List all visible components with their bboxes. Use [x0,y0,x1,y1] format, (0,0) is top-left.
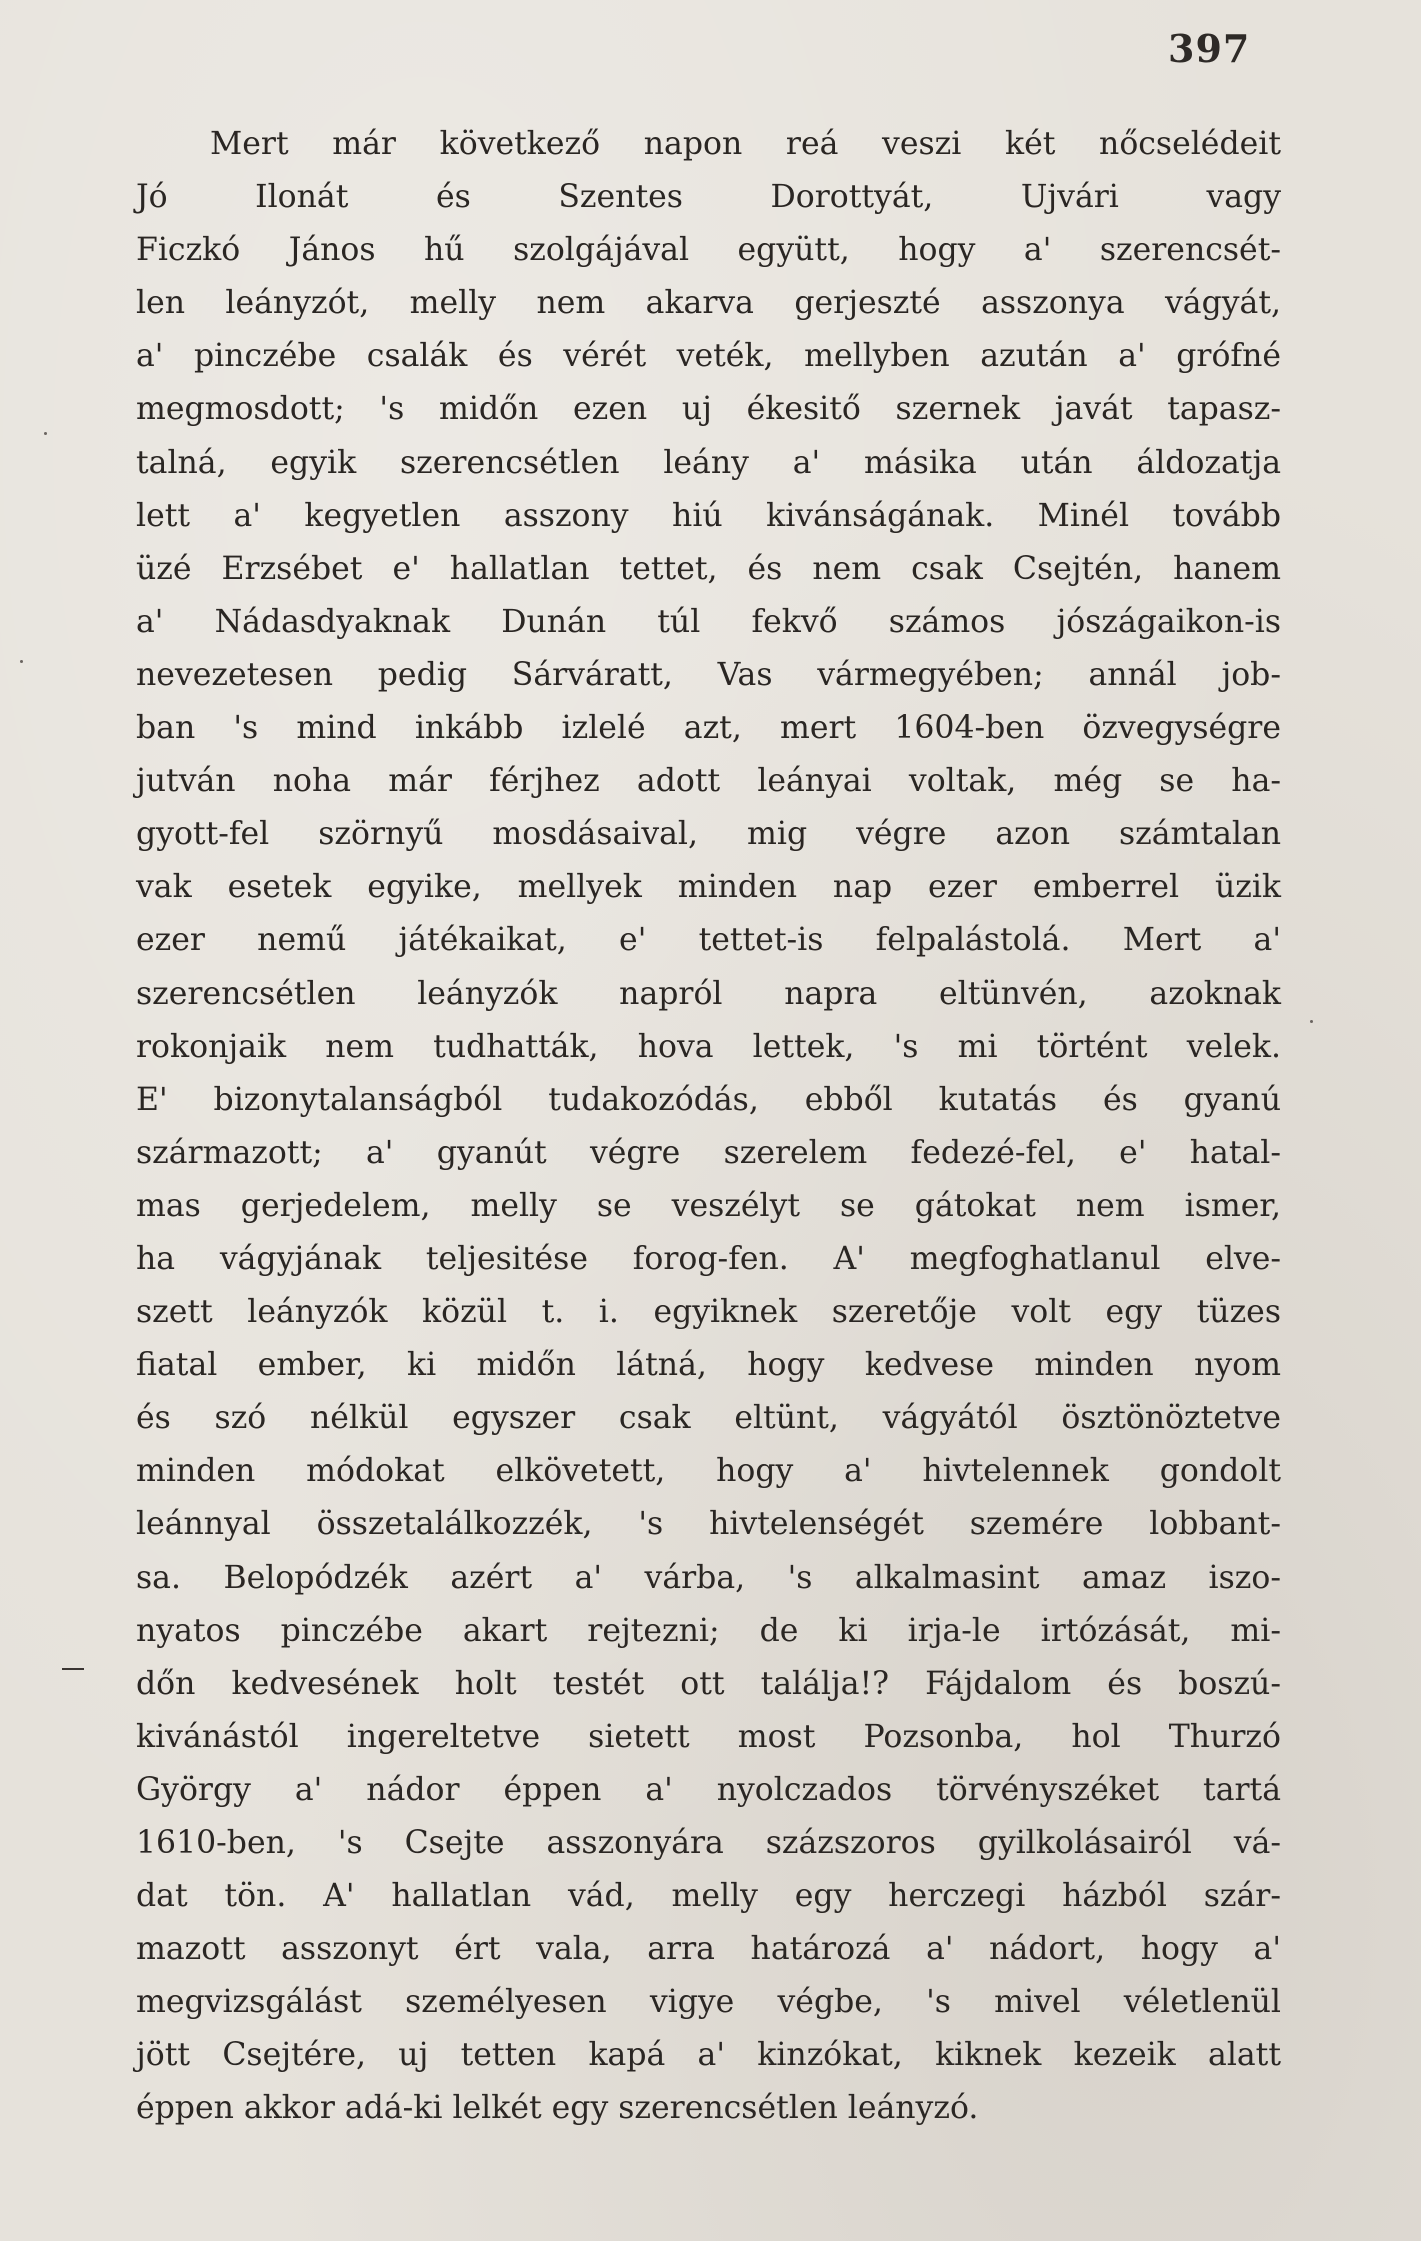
text-line: dat tön. A' hallatlan vád, melly egy herczegi házból szár- [136,1878,1281,1915]
text-line: üzé Erzsébet e' hallatlan tettet, és nem csak Csejtén, hanem [136,550,1281,587]
text-line: származott; a' gyanút végre szerelem fedezé-fel, e' hatal- [136,1134,1281,1171]
text-line: nevezetesen pedig Sárváratt, Vas vármegyében; annál job- [136,656,1281,693]
text-line: dőn kedvesének holt testét ott találja!? Fájdalom és boszú- [136,1665,1281,1702]
margin-speck [44,432,47,435]
text-line: megmosdott; 's midőn ezen uj ékesitő szernek javát tapasz- [136,391,1281,428]
text-line: minden módokat elkövetett, hogy a' hivtelennek gondolt [136,1453,1281,1490]
text-line: éppen akkor adá-ki lelkét egy szerencsétlen leányzó. [136,2090,979,2127]
text-line: megvizsgálást személyesen vigye végbe, 's mivel véletlenül [136,1984,1281,2021]
text-line: lett a' kegyetlen asszony hiú kivánságának. Minél tovább [136,497,1281,534]
text-line: jött Csejtére, uj tetten kapá a' kinzókat, kiknek kezeik alatt [136,2037,1281,2074]
text-line: 1610-ben, 's Csejte asszonyára százszoros gyilkolásairól vá- [136,1825,1281,1861]
text-line: ezer nemű játékaikat, e' tettet-is felpalástolá. Mert a' [136,922,1281,959]
text-line: ha vágyjának teljesitése forog-fen. A' megfoghatlanul elve- [136,1240,1281,1277]
text-line: jutván noha már férjhez adott leányai voltak, még se ha- [136,763,1281,800]
text-line: rokonjaik nem tudhatták, hova lettek, 's mi történt velek. [136,1028,1281,1065]
text-line: fiatal ember, ki midőn látná, hogy kedvese minden nyom [136,1347,1281,1384]
text-line: nyatos pinczébe akart rejtezni; de ki irja-le irtózását, mi- [136,1612,1281,1649]
text-line: mas gerjedelem, melly se veszélyt se gátokat nem ismer, [136,1187,1281,1224]
text-line: György a' nádor éppen a' nyolczados törvényszéket tartá [136,1771,1281,1808]
page-number: 397 [1168,26,1251,71]
text-line: vak esetek egyike, mellyek minden nap ezer emberrel üzik [136,869,1281,906]
text-line: talná, egyik szerencsétlen leány a' másika után áldozatja [136,444,1281,481]
text-line: szett leányzók közül t. i. egyiknek szeretője volt egy tüzes [136,1294,1281,1331]
text-line: gyott-fel szörnyű mosdásaival, mig végre azon számtalan [136,816,1281,853]
text-line: Jó Ilonát és Szentes Dorottyát, Ujvári vagy [136,179,1281,216]
body-text [136,118,1281,2136]
margin-dash-mark [62,1668,84,1670]
text-line: len leányzót, melly nem akarva gerjeszté asszonya vágyát, [136,285,1281,322]
text-line: sa. Belopódzék azért a' várba, 's alkalmasint amaz iszo- [136,1559,1281,1596]
text-line: a' pinczébe csalák és vérét veték, mellyben azután a' grófné [136,338,1281,375]
text-line: kivánástól ingereltetve sietett most Pozsonba, hol Thurzó [136,1718,1281,1755]
text-line: ban 's mind inkább izlelé azt, mert 1604-ben özvegységre [136,710,1281,747]
text-line: és szó nélkül egyszer csak eltünt, vágyától ösztönöztetve [136,1400,1281,1437]
margin-speck [20,660,23,663]
text-line: mazott asszonyt ért vala, arra határozá a' nádort, hogy a' [136,1931,1281,1968]
text-line: E' bizonytalanságból tudakozódás, ebből kutatás és gyanú [136,1081,1281,1118]
text-line: leánnyal összetalálkozzék, 's hivtelenségét szemére lobbant- [136,1506,1281,1543]
text-line: a' Nádasdyaknak Dunán túl fekvő számos jószágaikon-is [136,603,1281,640]
text-line: Mert már következő napon reá veszi két nőcselédeit [210,126,1281,162]
text-line: Ficzkó János hű szolgájával együtt, hogy a' szerencsét- [136,232,1281,269]
text-line: szerencsétlen leányzók napról napra eltünvén, azoknak [136,975,1281,1012]
margin-speck [1310,1020,1313,1023]
